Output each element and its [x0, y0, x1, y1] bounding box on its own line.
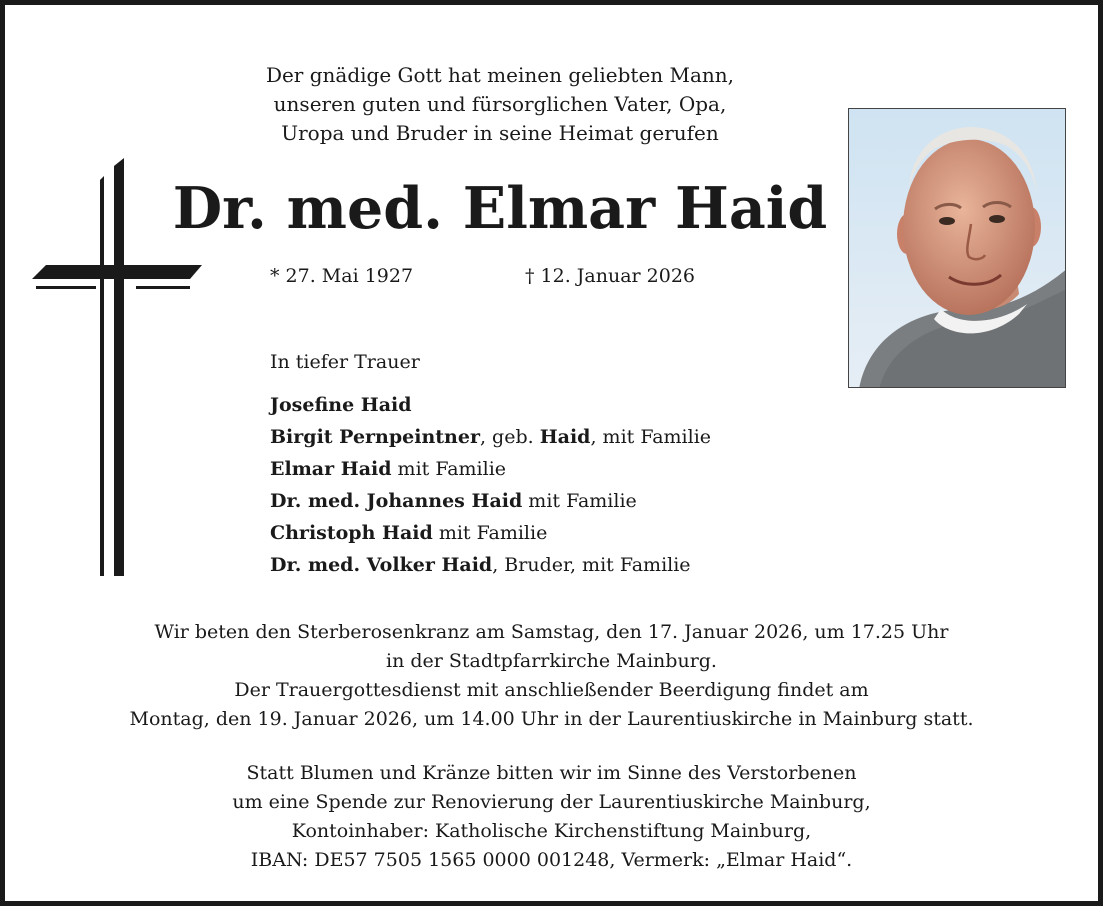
mourners-list	[270, 389, 711, 581]
service-line: in der Stadtpfarrkirche Mainburg.	[386, 650, 717, 672]
donation-line: Kontoinhaber: Katholische Kirchenstiftung Mainburg,	[291, 820, 812, 842]
intro-line: Der gnädige Gott hat meinen geliebten Mann,	[265, 63, 735, 87]
intro-line: unseren guten und fürsorglichen Vater, Opa,	[273, 92, 727, 116]
mourner-name: Josefine Haid	[270, 394, 412, 416]
service-line: Der Trauergottesdienst mit anschließender Beerdigung findet am	[234, 679, 869, 701]
mourner-name: Dr. med. Volker Haid	[270, 554, 493, 576]
mourner-name: Christoph Haid	[270, 522, 433, 544]
service-line: Wir beten den Sterberosenkranz am Samstag, den 17. Januar 2026, um 17.25 Uhr	[154, 621, 949, 643]
list-item	[270, 389, 711, 421]
portrait-photo	[848, 108, 1066, 388]
mourner-maiden-name: Haid	[539, 426, 591, 448]
mourner-relation: mit Familie	[432, 522, 548, 544]
donation-line: um eine Spende zur Renovierung der Laurentiuskirche Mainburg,	[232, 791, 871, 813]
mourner-name: Birgit Pernpeintner	[270, 426, 480, 448]
mourning-intro: In tiefer Trauer	[270, 351, 420, 373]
mourner-name: Dr. med. Johannes Haid	[270, 490, 523, 512]
mourner-name: Elmar Haid	[270, 458, 392, 480]
mourner-relation: , geb.	[479, 426, 540, 448]
service-line: Montag, den 19. Januar 2026, um 14.00 Uhr in der Laurentiuskirche in Mainburg statt.	[129, 708, 974, 730]
mourner-relation: mit Familie	[391, 458, 507, 480]
donation-info	[25, 759, 1078, 875]
birth-date: * 27. Mai 1927	[270, 265, 414, 287]
donation-line: IBAN: DE57 7505 1565 0000 001248, Vermerk: „Elmar Haid“.	[250, 849, 853, 871]
list-item	[270, 421, 711, 453]
intro-text	[150, 61, 850, 148]
mourner-relation: , Bruder, mit Familie	[492, 554, 691, 576]
donation-line: Statt Blumen und Kränze bitten wir im Sinne des Verstorbenen	[246, 762, 857, 784]
mourner-relation: mit Familie	[522, 490, 637, 512]
list-item	[270, 549, 711, 581]
deceased-name: Dr. med. Elmar Haid	[172, 175, 828, 242]
list-item	[270, 485, 711, 517]
list-item	[270, 517, 711, 549]
intro-line: Uropa und Bruder in seine Heimat gerufen	[281, 121, 719, 145]
list-item	[270, 453, 711, 485]
death-date: † 12. Januar 2026	[525, 265, 696, 287]
service-info	[25, 618, 1078, 734]
mourner-relation: , mit Familie	[590, 426, 712, 448]
